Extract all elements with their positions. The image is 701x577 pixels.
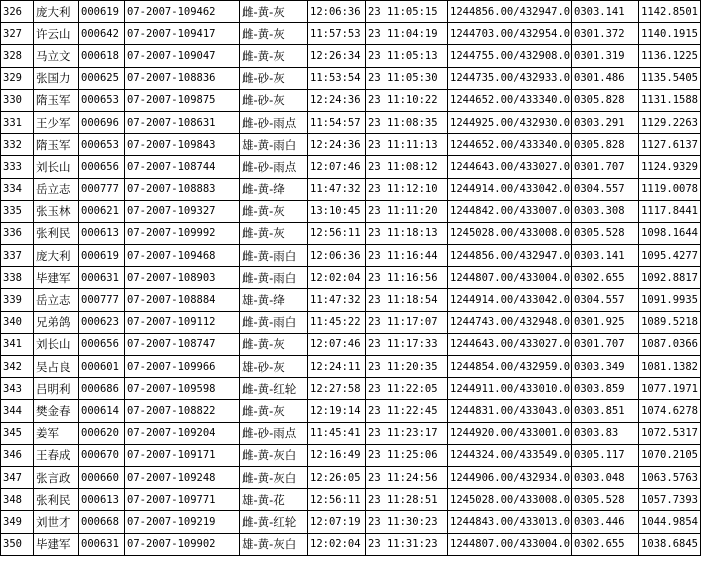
coordinates-cell: 1244703.00/432954.0 bbox=[448, 23, 572, 45]
speed-cell: 1098.1644 bbox=[639, 222, 701, 244]
feather-color-cell: 雌-砂-灰 bbox=[240, 67, 308, 89]
distance-cell: 0303.048 bbox=[572, 466, 639, 488]
coordinates-cell: 1244911.00/433010.0 bbox=[448, 378, 572, 400]
speed-cell: 1091.9935 bbox=[639, 289, 701, 311]
arrival-time-cell: 23 11:11:13 bbox=[366, 134, 448, 156]
release-time-cell: 12:19:14 bbox=[308, 400, 366, 422]
release-time-cell: 12:56:11 bbox=[308, 222, 366, 244]
table-row bbox=[1, 533, 701, 555]
ring-number-cell: 07-2007-108836 bbox=[125, 67, 240, 89]
ring-number-cell: 07-2007-109248 bbox=[125, 466, 240, 488]
member-id-cell: 000601 bbox=[79, 356, 125, 378]
rank-cell: 347 bbox=[1, 466, 34, 488]
table-row bbox=[1, 289, 701, 311]
table-row bbox=[1, 400, 701, 422]
feather-color-cell: 雌-黄-红轮 bbox=[240, 378, 308, 400]
coordinates-cell: 1244854.00/432959.0 bbox=[448, 356, 572, 378]
ring-number-cell: 07-2007-108744 bbox=[125, 156, 240, 178]
distance-cell: 0305.528 bbox=[572, 222, 639, 244]
owner-name-cell: 刘世才 bbox=[34, 511, 79, 533]
table-row bbox=[1, 267, 701, 289]
coordinates-cell: 1244807.00/433004.0 bbox=[448, 533, 572, 555]
ring-number-cell: 07-2007-109327 bbox=[125, 200, 240, 222]
member-id-cell: 000623 bbox=[79, 311, 125, 333]
distance-cell: 0303.859 bbox=[572, 378, 639, 400]
owner-name-cell: 张玉林 bbox=[34, 200, 79, 222]
owner-name-cell: 张利民 bbox=[34, 222, 79, 244]
release-time-cell: 13:10:45 bbox=[308, 200, 366, 222]
rank-cell: 342 bbox=[1, 356, 34, 378]
distance-cell: 0305.528 bbox=[572, 489, 639, 511]
distance-cell: 0305.117 bbox=[572, 444, 639, 466]
owner-name-cell: 王少军 bbox=[34, 111, 79, 133]
ring-number-cell: 07-2007-109875 bbox=[125, 89, 240, 111]
owner-name-cell: 樊金春 bbox=[34, 400, 79, 422]
table-row bbox=[1, 222, 701, 244]
owner-name-cell: 毕建军 bbox=[34, 533, 79, 555]
feather-color-cell: 雌-黄-灰白 bbox=[240, 444, 308, 466]
owner-name-cell: 马立文 bbox=[34, 45, 79, 67]
distance-cell: 0305.828 bbox=[572, 89, 639, 111]
release-time-cell: 12:26:05 bbox=[308, 466, 366, 488]
coordinates-cell: 1244643.00/433027.0 bbox=[448, 156, 572, 178]
ring-number-cell: 07-2007-109771 bbox=[125, 489, 240, 511]
rank-cell: 332 bbox=[1, 134, 34, 156]
owner-name-cell: 张言政 bbox=[34, 466, 79, 488]
member-id-cell: 000631 bbox=[79, 267, 125, 289]
member-id-cell: 000613 bbox=[79, 489, 125, 511]
table-row bbox=[1, 333, 701, 355]
member-id-cell: 000660 bbox=[79, 466, 125, 488]
arrival-time-cell: 23 11:05:15 bbox=[366, 1, 448, 23]
member-id-cell: 000619 bbox=[79, 1, 125, 23]
rank-cell: 343 bbox=[1, 378, 34, 400]
feather-color-cell: 雌-砂-雨点 bbox=[240, 156, 308, 178]
table-body bbox=[1, 1, 701, 556]
arrival-time-cell: 23 11:22:05 bbox=[366, 378, 448, 400]
ring-number-cell: 07-2007-109966 bbox=[125, 356, 240, 378]
ring-number-cell: 07-2007-109598 bbox=[125, 378, 240, 400]
table-row bbox=[1, 156, 701, 178]
member-id-cell: 000653 bbox=[79, 134, 125, 156]
member-id-cell: 000668 bbox=[79, 511, 125, 533]
feather-color-cell: 雌-黄-雨白 bbox=[240, 267, 308, 289]
member-id-cell: 000777 bbox=[79, 178, 125, 200]
member-id-cell: 000686 bbox=[79, 378, 125, 400]
member-id-cell: 000631 bbox=[79, 533, 125, 555]
table-row bbox=[1, 67, 701, 89]
speed-cell: 1131.1588 bbox=[639, 89, 701, 111]
ring-number-cell: 07-2007-108884 bbox=[125, 289, 240, 311]
feather-color-cell: 雌-砂-灰 bbox=[240, 89, 308, 111]
feather-color-cell: 雌-黄-雨白 bbox=[240, 245, 308, 267]
coordinates-cell: 1244743.00/432948.0 bbox=[448, 311, 572, 333]
member-id-cell: 000618 bbox=[79, 45, 125, 67]
speed-cell: 1063.5763 bbox=[639, 466, 701, 488]
member-id-cell: 000653 bbox=[79, 89, 125, 111]
table-row bbox=[1, 45, 701, 67]
arrival-time-cell: 23 11:23:17 bbox=[366, 422, 448, 444]
coordinates-cell: 1244842.00/433007.0 bbox=[448, 200, 572, 222]
distance-cell: 0301.707 bbox=[572, 333, 639, 355]
arrival-time-cell: 23 11:11:20 bbox=[366, 200, 448, 222]
speed-cell: 1142.8501 bbox=[639, 1, 701, 23]
speed-cell: 1135.5405 bbox=[639, 67, 701, 89]
feather-color-cell: 雌-黄-红轮 bbox=[240, 511, 308, 533]
ring-number-cell: 07-2007-109219 bbox=[125, 511, 240, 533]
member-id-cell: 000620 bbox=[79, 422, 125, 444]
rank-cell: 331 bbox=[1, 111, 34, 133]
arrival-time-cell: 23 11:22:45 bbox=[366, 400, 448, 422]
coordinates-cell: 1244856.00/432947.0 bbox=[448, 1, 572, 23]
owner-name-cell: 岳立志 bbox=[34, 178, 79, 200]
arrival-time-cell: 23 11:08:12 bbox=[366, 156, 448, 178]
member-id-cell: 000619 bbox=[79, 245, 125, 267]
rank-cell: 341 bbox=[1, 333, 34, 355]
member-id-cell: 000777 bbox=[79, 289, 125, 311]
ring-number-cell: 07-2007-109171 bbox=[125, 444, 240, 466]
distance-cell: 0303.291 bbox=[572, 111, 639, 133]
owner-name-cell: 毕建军 bbox=[34, 267, 79, 289]
speed-cell: 1057.7393 bbox=[639, 489, 701, 511]
table-row bbox=[1, 466, 701, 488]
release-time-cell: 12:06:36 bbox=[308, 245, 366, 267]
member-id-cell: 000621 bbox=[79, 200, 125, 222]
speed-cell: 1119.0078 bbox=[639, 178, 701, 200]
member-id-cell: 000656 bbox=[79, 333, 125, 355]
arrival-time-cell: 23 11:17:07 bbox=[366, 311, 448, 333]
release-time-cell: 11:45:22 bbox=[308, 311, 366, 333]
coordinates-cell: 1244925.00/432930.0 bbox=[448, 111, 572, 133]
ring-number-cell: 07-2007-109992 bbox=[125, 222, 240, 244]
table-row bbox=[1, 311, 701, 333]
owner-name-cell: 姜军 bbox=[34, 422, 79, 444]
ring-number-cell: 07-2007-108903 bbox=[125, 267, 240, 289]
arrival-time-cell: 23 11:16:56 bbox=[366, 267, 448, 289]
ring-number-cell: 07-2007-109047 bbox=[125, 45, 240, 67]
release-time-cell: 12:06:36 bbox=[308, 1, 366, 23]
speed-cell: 1038.6845 bbox=[639, 533, 701, 555]
coordinates-cell: 1244643.00/433027.0 bbox=[448, 333, 572, 355]
feather-color-cell: 雌-黄-雨白 bbox=[240, 311, 308, 333]
speed-cell: 1044.9854 bbox=[639, 511, 701, 533]
release-time-cell: 12:24:36 bbox=[308, 89, 366, 111]
release-time-cell: 12:07:46 bbox=[308, 156, 366, 178]
distance-cell: 0303.851 bbox=[572, 400, 639, 422]
distance-cell: 0303.349 bbox=[572, 356, 639, 378]
distance-cell: 0302.655 bbox=[572, 533, 639, 555]
ring-number-cell: 07-2007-108822 bbox=[125, 400, 240, 422]
rank-cell: 340 bbox=[1, 311, 34, 333]
arrival-time-cell: 23 11:08:35 bbox=[366, 111, 448, 133]
release-time-cell: 12:02:04 bbox=[308, 533, 366, 555]
rank-cell: 345 bbox=[1, 422, 34, 444]
ring-number-cell: 07-2007-109204 bbox=[125, 422, 240, 444]
coordinates-cell: 1244856.00/432947.0 bbox=[448, 245, 572, 267]
feather-color-cell: 雌-黄-灰 bbox=[240, 45, 308, 67]
feather-color-cell: 雌-黄-灰 bbox=[240, 333, 308, 355]
rank-cell: 346 bbox=[1, 444, 34, 466]
table-row bbox=[1, 422, 701, 444]
table-row bbox=[1, 89, 701, 111]
table-row bbox=[1, 356, 701, 378]
coordinates-cell: 1244807.00/433004.0 bbox=[448, 267, 572, 289]
coordinates-cell: 1244831.00/433043.0 bbox=[448, 400, 572, 422]
arrival-time-cell: 23 11:28:51 bbox=[366, 489, 448, 511]
ring-number-cell: 07-2007-109902 bbox=[125, 533, 240, 555]
rank-cell: 350 bbox=[1, 533, 34, 555]
member-id-cell: 000670 bbox=[79, 444, 125, 466]
rank-cell: 338 bbox=[1, 267, 34, 289]
table-row bbox=[1, 378, 701, 400]
owner-name-cell: 刘长山 bbox=[34, 156, 79, 178]
speed-cell: 1072.5317 bbox=[639, 422, 701, 444]
rank-cell: 349 bbox=[1, 511, 34, 533]
owner-name-cell: 岳立志 bbox=[34, 289, 79, 311]
owner-name-cell: 刘长山 bbox=[34, 333, 79, 355]
rank-cell: 333 bbox=[1, 156, 34, 178]
distance-cell: 0303.446 bbox=[572, 511, 639, 533]
owner-name-cell: 隋玉军 bbox=[34, 89, 79, 111]
distance-cell: 0304.557 bbox=[572, 178, 639, 200]
feather-color-cell: 雌-黄-灰 bbox=[240, 23, 308, 45]
coordinates-cell: 1244652.00/433340.0 bbox=[448, 89, 572, 111]
arrival-time-cell: 23 11:18:54 bbox=[366, 289, 448, 311]
release-time-cell: 12:02:04 bbox=[308, 267, 366, 289]
coordinates-cell: 1244735.00/432933.0 bbox=[448, 67, 572, 89]
coordinates-cell: 1244906.00/432934.0 bbox=[448, 466, 572, 488]
feather-color-cell: 雌-黄-绛 bbox=[240, 178, 308, 200]
owner-name-cell: 王春成 bbox=[34, 444, 79, 466]
owner-name-cell: 兄弟鸽 bbox=[34, 311, 79, 333]
ring-number-cell: 07-2007-108747 bbox=[125, 333, 240, 355]
rank-cell: 337 bbox=[1, 245, 34, 267]
arrival-time-cell: 23 11:18:13 bbox=[366, 222, 448, 244]
table-row bbox=[1, 178, 701, 200]
distance-cell: 0301.925 bbox=[572, 311, 639, 333]
distance-cell: 0301.372 bbox=[572, 23, 639, 45]
release-time-cell: 12:24:36 bbox=[308, 134, 366, 156]
coordinates-cell: 1244755.00/432908.0 bbox=[448, 45, 572, 67]
owner-name-cell: 张利民 bbox=[34, 489, 79, 511]
speed-cell: 1089.5218 bbox=[639, 311, 701, 333]
release-time-cell: 12:26:34 bbox=[308, 45, 366, 67]
speed-cell: 1124.9329 bbox=[639, 156, 701, 178]
feather-color-cell: 雄-黄-雨白 bbox=[240, 134, 308, 156]
ring-number-cell: 07-2007-108631 bbox=[125, 111, 240, 133]
table-row bbox=[1, 23, 701, 45]
rank-cell: 327 bbox=[1, 23, 34, 45]
feather-color-cell: 雌-黄-灰 bbox=[240, 400, 308, 422]
speed-cell: 1136.1225 bbox=[639, 45, 701, 67]
feather-color-cell: 雌-黄-灰白 bbox=[240, 466, 308, 488]
distance-cell: 0301.707 bbox=[572, 156, 639, 178]
owner-name-cell: 庞大利 bbox=[34, 245, 79, 267]
speed-cell: 1074.6278 bbox=[639, 400, 701, 422]
release-time-cell: 12:24:11 bbox=[308, 356, 366, 378]
rank-cell: 329 bbox=[1, 67, 34, 89]
member-id-cell: 000625 bbox=[79, 67, 125, 89]
feather-color-cell: 雌-黄-灰 bbox=[240, 200, 308, 222]
release-time-cell: 11:54:57 bbox=[308, 111, 366, 133]
coordinates-cell: 1244324.00/433549.0 bbox=[448, 444, 572, 466]
owner-name-cell: 吴占良 bbox=[34, 356, 79, 378]
feather-color-cell: 雌-黄-灰 bbox=[240, 222, 308, 244]
coordinates-cell: 1244914.00/433042.0 bbox=[448, 289, 572, 311]
feather-color-cell: 雌-黄-灰 bbox=[240, 1, 308, 23]
ring-number-cell: 07-2007-109462 bbox=[125, 1, 240, 23]
arrival-time-cell: 23 11:25:06 bbox=[366, 444, 448, 466]
distance-cell: 0303.83 bbox=[572, 422, 639, 444]
distance-cell: 0301.319 bbox=[572, 45, 639, 67]
rank-cell: 326 bbox=[1, 1, 34, 23]
speed-cell: 1081.1382 bbox=[639, 356, 701, 378]
coordinates-cell: 1244920.00/433001.0 bbox=[448, 422, 572, 444]
speed-cell: 1117.8441 bbox=[639, 200, 701, 222]
rank-cell: 330 bbox=[1, 89, 34, 111]
release-time-cell: 11:45:41 bbox=[308, 422, 366, 444]
coordinates-cell: 1245028.00/433008.0 bbox=[448, 489, 572, 511]
release-time-cell: 12:27:58 bbox=[308, 378, 366, 400]
table-row bbox=[1, 1, 701, 23]
release-time-cell: 11:47:32 bbox=[308, 178, 366, 200]
speed-cell: 1127.6137 bbox=[639, 134, 701, 156]
ring-number-cell: 07-2007-109843 bbox=[125, 134, 240, 156]
rank-cell: 339 bbox=[1, 289, 34, 311]
member-id-cell: 000614 bbox=[79, 400, 125, 422]
owner-name-cell: 庞大利 bbox=[34, 1, 79, 23]
ring-number-cell: 07-2007-109468 bbox=[125, 245, 240, 267]
release-time-cell: 12:07:46 bbox=[308, 333, 366, 355]
release-time-cell: 11:57:53 bbox=[308, 23, 366, 45]
table-row bbox=[1, 200, 701, 222]
distance-cell: 0301.486 bbox=[572, 67, 639, 89]
arrival-time-cell: 23 11:30:23 bbox=[366, 511, 448, 533]
ring-number-cell: 07-2007-108883 bbox=[125, 178, 240, 200]
arrival-time-cell: 23 11:31:23 bbox=[366, 533, 448, 555]
release-time-cell: 12:07:19 bbox=[308, 511, 366, 533]
owner-name-cell: 吕明利 bbox=[34, 378, 79, 400]
arrival-time-cell: 23 11:17:33 bbox=[366, 333, 448, 355]
member-id-cell: 000642 bbox=[79, 23, 125, 45]
arrival-time-cell: 23 11:05:30 bbox=[366, 67, 448, 89]
distance-cell: 0303.141 bbox=[572, 1, 639, 23]
rank-cell: 334 bbox=[1, 178, 34, 200]
table-row bbox=[1, 111, 701, 133]
arrival-time-cell: 23 11:04:19 bbox=[366, 23, 448, 45]
arrival-time-cell: 23 11:12:10 bbox=[366, 178, 448, 200]
release-time-cell: 12:56:11 bbox=[308, 489, 366, 511]
speed-cell: 1092.8817 bbox=[639, 267, 701, 289]
arrival-time-cell: 23 11:05:13 bbox=[366, 45, 448, 67]
speed-cell: 1077.1971 bbox=[639, 378, 701, 400]
speed-cell: 1129.2263 bbox=[639, 111, 701, 133]
coordinates-cell: 1244652.00/433340.0 bbox=[448, 134, 572, 156]
coordinates-cell: 1245028.00/433008.0 bbox=[448, 222, 572, 244]
feather-color-cell: 雄-黄-花 bbox=[240, 489, 308, 511]
coordinates-cell: 1244914.00/433042.0 bbox=[448, 178, 572, 200]
distance-cell: 0303.308 bbox=[572, 200, 639, 222]
distance-cell: 0304.557 bbox=[572, 289, 639, 311]
rank-cell: 344 bbox=[1, 400, 34, 422]
speed-cell: 1095.4277 bbox=[639, 245, 701, 267]
arrival-time-cell: 23 11:10:22 bbox=[366, 89, 448, 111]
release-time-cell: 11:53:54 bbox=[308, 67, 366, 89]
distance-cell: 0305.828 bbox=[572, 134, 639, 156]
speed-cell: 1087.0366 bbox=[639, 333, 701, 355]
ring-number-cell: 07-2007-109417 bbox=[125, 23, 240, 45]
speed-cell: 1140.1915 bbox=[639, 23, 701, 45]
feather-color-cell: 雌-砂-雨点 bbox=[240, 422, 308, 444]
table-row bbox=[1, 511, 701, 533]
table-row bbox=[1, 134, 701, 156]
table-row bbox=[1, 245, 701, 267]
distance-cell: 0303.141 bbox=[572, 245, 639, 267]
owner-name-cell: 许云山 bbox=[34, 23, 79, 45]
arrival-time-cell: 23 11:24:56 bbox=[366, 466, 448, 488]
rank-cell: 336 bbox=[1, 222, 34, 244]
release-time-cell: 12:16:49 bbox=[308, 444, 366, 466]
member-id-cell: 000696 bbox=[79, 111, 125, 133]
owner-name-cell: 隋玉军 bbox=[34, 134, 79, 156]
ring-number-cell: 07-2007-109112 bbox=[125, 311, 240, 333]
table-row bbox=[1, 489, 701, 511]
speed-cell: 1070.2105 bbox=[639, 444, 701, 466]
rank-cell: 335 bbox=[1, 200, 34, 222]
rank-cell: 328 bbox=[1, 45, 34, 67]
feather-color-cell: 雄-砂-灰 bbox=[240, 356, 308, 378]
rank-cell: 348 bbox=[1, 489, 34, 511]
release-time-cell: 11:47:32 bbox=[308, 289, 366, 311]
member-id-cell: 000613 bbox=[79, 222, 125, 244]
feather-color-cell: 雌-砂-雨点 bbox=[240, 111, 308, 133]
feather-color-cell: 雄-黄-灰白 bbox=[240, 533, 308, 555]
feather-color-cell: 雄-黄-绛 bbox=[240, 289, 308, 311]
coordinates-cell: 1244843.00/433013.0 bbox=[448, 511, 572, 533]
arrival-time-cell: 23 11:16:44 bbox=[366, 245, 448, 267]
member-id-cell: 000656 bbox=[79, 156, 125, 178]
owner-name-cell: 张国力 bbox=[34, 67, 79, 89]
table-row bbox=[1, 444, 701, 466]
distance-cell: 0302.655 bbox=[572, 267, 639, 289]
arrival-time-cell: 23 11:20:35 bbox=[366, 356, 448, 378]
